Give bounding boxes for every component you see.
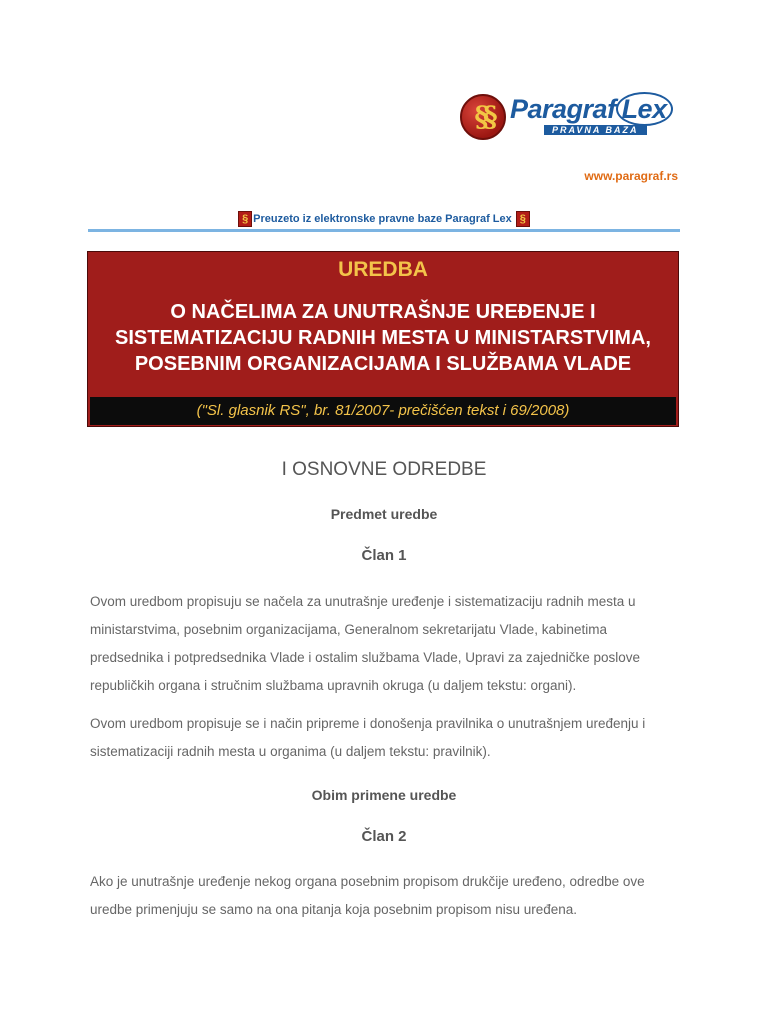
logo-brand-lex: Lex: [616, 92, 673, 126]
source-line: [0, 211, 768, 227]
paragraph: Ovom uredbom propisuju se načela za unutrašnje uređenje i sistematizaciju radnih mesta u ministarstvima, posebnim organizacijama, Generalnom sekretarijatu Vlade, kabinetima predsednika i potpredsednika Vlade i ostalim službama Vlade, Upravi za zajedničke poslove republičkih organa i stručnim službama upravnih okruga (u daljem tekstu: organi).: [90, 594, 641, 693]
gazette-reference: ("Sl. glasnik RS", br. 81/2007- prečišćen tekst i 69/2008): [90, 397, 676, 425]
paragraph-icon-right: §: [516, 211, 530, 227]
logo-brand-text: [510, 94, 673, 125]
chapter-heading: I OSNOVNE ODREDBE: [281, 459, 487, 480]
paragraph-seal-icon: §§: [460, 94, 506, 140]
logo-brand-sub: PRAVNA BAZA: [544, 125, 647, 135]
document-subtitle: [88, 299, 678, 377]
header-divider: [88, 229, 680, 232]
document-title: UREDBA: [338, 258, 428, 281]
article-heading: Član 1: [361, 547, 407, 564]
paragraph: Ako je unutrašnje uređenje nekog organa posebnim propisom drukčije uređeno, odredbe ove uredbe primenjuju se samo na ona pitanja koja posebnim propisom nisu uređena.: [90, 874, 645, 917]
subtitle-line: O NAČELIMA ZA UNUTRAŠNJE UREĐENJE I: [170, 301, 596, 323]
title-box: [87, 251, 679, 427]
source-line-text: Preuzeto iz elektronske pravne baze Paragraf Lex: [253, 212, 512, 225]
subtitle-line: SISTEMATIZACIJU RADNIH MESTA U MINISTARSTVIMA,: [115, 327, 651, 349]
paragraph-icon-left: §: [238, 211, 252, 227]
article-heading: Član 2: [361, 828, 407, 845]
section-heading: Predmet uredbe: [330, 506, 438, 522]
paragraf-lex-logo: [460, 92, 682, 144]
logo-brand-main: Paragraf: [510, 94, 616, 124]
paragraph: Ovom uredbom propisuje se i način pripreme i donošenja pravilnika o unutrašnjem uređenju i sistematizaciji radnih mesta u organima (u daljem tekstu: pravilnik).: [90, 716, 646, 759]
section-heading: Obim primene uredbe: [311, 787, 457, 803]
subtitle-line: POSEBNIM ORGANIZACIJAMA I SLUŽBAMA VLADE: [134, 353, 632, 375]
site-url-link[interactable]: www.paragraf.rs: [584, 169, 678, 183]
